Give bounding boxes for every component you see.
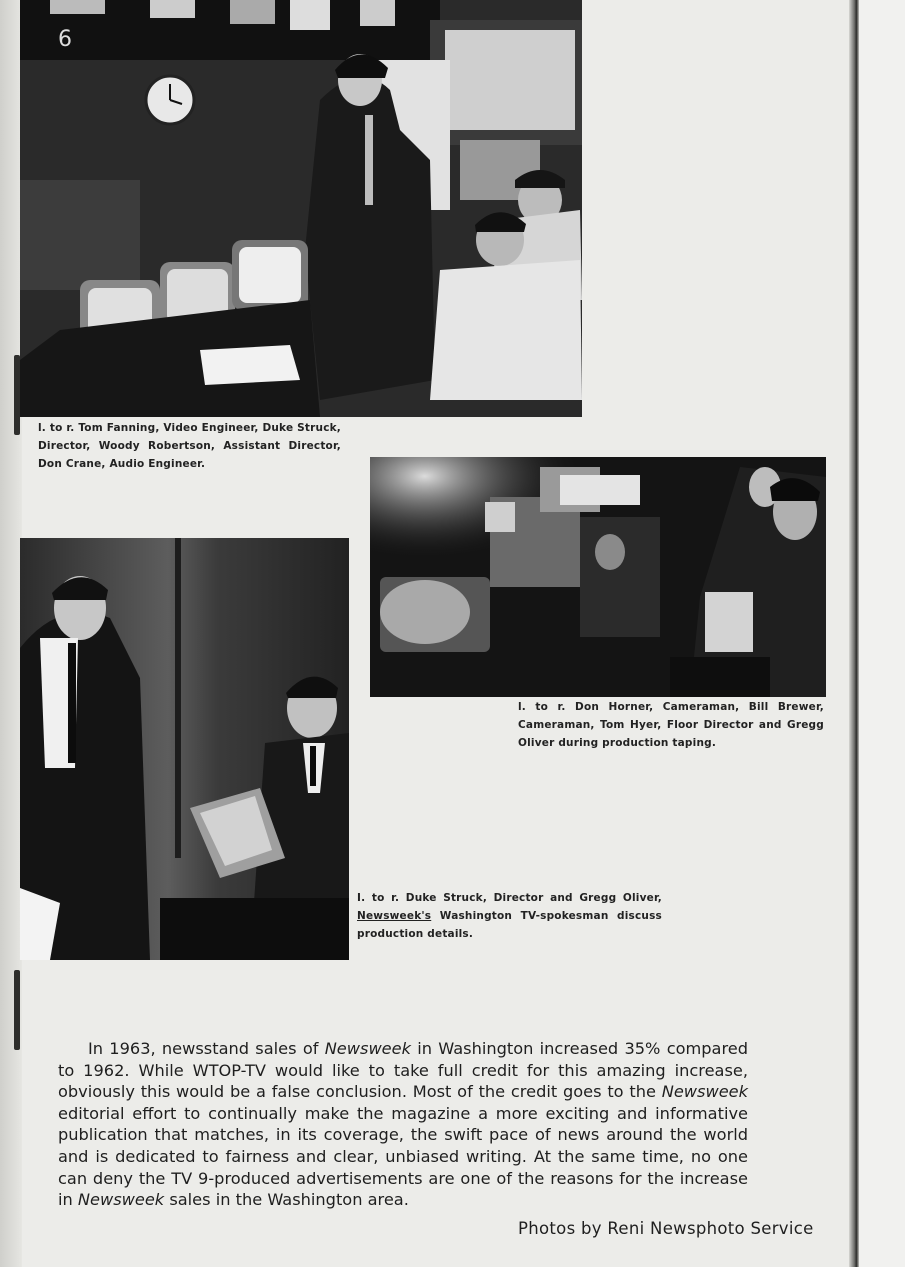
studio-camera-photo — [370, 457, 826, 697]
discussion-caption — [357, 889, 662, 943]
photo-credit: Photos by Reni Newsphoto Service — [518, 1219, 814, 1238]
body-italic-3: Newsweek — [77, 1190, 165, 1210]
body-italic-1: Newsweek — [324, 1039, 411, 1058]
page-binding — [0, 0, 22, 1267]
monitor-number-label: 6 — [58, 27, 72, 52]
body-text-part-2: in Washington increased 35% compared to 1962. While WTOP-TV would like to take full credit for this amazing increase, obviously this would be a false conclusion. Most of the credit goes to the — [58, 1039, 748, 1102]
body-paragraph — [58, 1038, 748, 1211]
studio-camera-caption: l. to r. Don Horner, Cameraman, Bill Brewer, Cameraman, Tom Hyer, Floor Director and Gregg Oliver during production taping. — [518, 701, 824, 749]
staple-bottom — [14, 970, 20, 1050]
discussion-caption-start: I. to r. Duke Struck, Director and Gregg Oliver, — [357, 892, 662, 904]
outer-margin — [859, 0, 905, 1267]
body-text-part-4: sales in the Washington area. — [164, 1190, 409, 1210]
page-edge — [849, 0, 859, 1267]
body-italic-2: Newsweek — [661, 1082, 748, 1102]
discussion-photo — [20, 538, 349, 960]
control-room-caption: l. to r. Tom Fanning, Video Engineer, Duke Struck, Director, Woody Robertson, Assistant Director, Don Crane, Audio Engineer. — [38, 422, 341, 470]
discussion-caption-end: Washington TV-spokesman discuss production details. — [357, 910, 662, 940]
discussion-caption-underlined: Newsweek's — [357, 910, 432, 922]
control-room-photo — [20, 0, 582, 417]
body-text-part-3: editorial effort to continually make the magazine a more exciting and informative publication that matches, in its coverage, the swift pace of news around the world and is dedicated to fairness and clear, unbiased writing. At the same time, no one can deny the TV 9-produced advertisements are one of the reasons for the increase in — [58, 1103, 748, 1210]
body-text-part-1: In 1963, newsstand sales of — [88, 1039, 325, 1058]
